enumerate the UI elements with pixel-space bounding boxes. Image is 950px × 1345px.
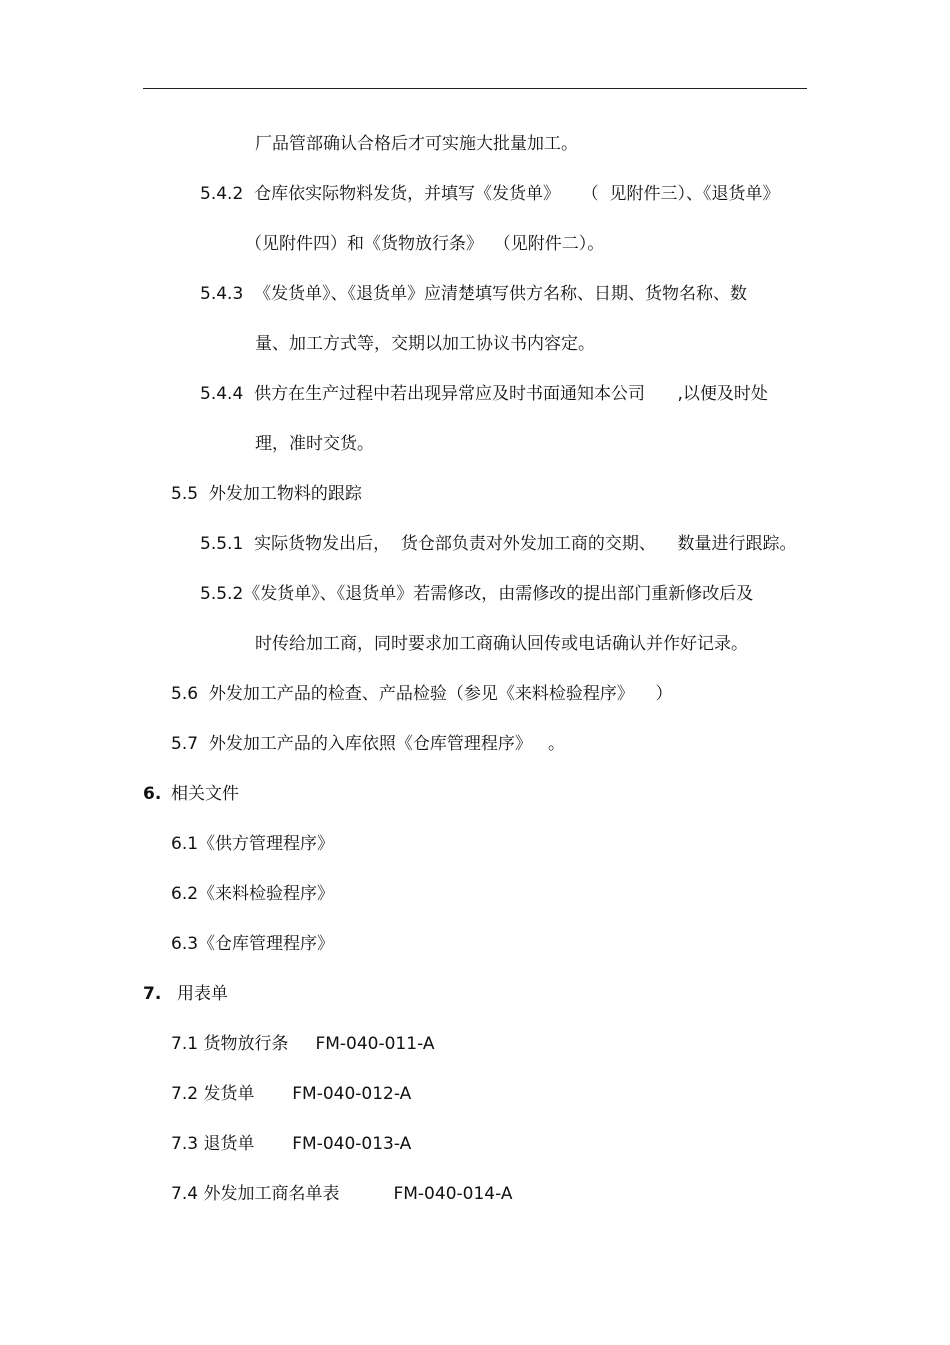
- related-doc-6-2: 6.2《来料检验程序》: [171, 884, 335, 904]
- para-line: 量、加工方式等，交期以加工协议书内容定。: [255, 334, 595, 354]
- section-5-7: 5.7 外发加工产品的入库依照《仓库管理程序》 。: [171, 734, 566, 754]
- clause-5-4-3: 5.4.3 《发货单》、《退货单》应清楚填写供方名称、日期、货物名称、数: [200, 284, 748, 304]
- form-7-1: 7.1 货物放行条 FM-040-011-A: [171, 1034, 435, 1054]
- section-5-6: 5.6 外发加工产品的检查、产品检验（参见《来料检验程序》 ）: [171, 684, 673, 704]
- para-line: 理，准时交货。: [255, 434, 374, 454]
- clause-5-4-2: 5.4.2 仓库依实际物料发货，并填写《发货单》 （ 见附件三）、《退货单》: [200, 184, 780, 204]
- clause-5-5-1: 5.5.1 实际货物发出后， 货仓部负责对外发加工商的交期、 数量进行跟踪。: [200, 534, 797, 554]
- related-doc-6-1: 6.1《供方管理程序》: [171, 834, 335, 854]
- form-7-2: 7.2 发货单 FM-040-012-A: [171, 1084, 412, 1104]
- heading-7-title: 用表单: [177, 984, 228, 1004]
- clause-5-4-4: 5.4.4 供方在生产过程中若出现异常应及时书面通知本公司 ,以便及时处: [200, 384, 768, 404]
- form-7-3: 7.3 退货单 FM-040-013-A: [171, 1134, 412, 1154]
- form-7-4: 7.4 外发加工商名单表 FM-040-014-A: [171, 1184, 513, 1204]
- related-doc-6-3: 6.3《仓库管理程序》: [171, 934, 335, 954]
- heading-7-number: 7.: [143, 984, 162, 1004]
- para-line: 厂品管部确认合格后才可实施大批量加工。: [255, 134, 578, 154]
- heading-6-number: 6.: [143, 784, 162, 804]
- section-5-5: 5.5 外发加工物料的跟踪: [171, 484, 362, 504]
- header-rule: [143, 88, 807, 89]
- heading-6-title: 相关文件: [171, 784, 239, 804]
- para-line: （见附件四）和《货物放行条》 （见附件二）。: [245, 234, 605, 254]
- clause-5-5-2: 5.5.2《发货单》、《退货单》若需修改，由需修改的提出部门重新修改后及: [200, 584, 754, 604]
- para-line: 时传给加工商，同时要求加工商确认回传或电话确认并作好记录。: [255, 634, 748, 654]
